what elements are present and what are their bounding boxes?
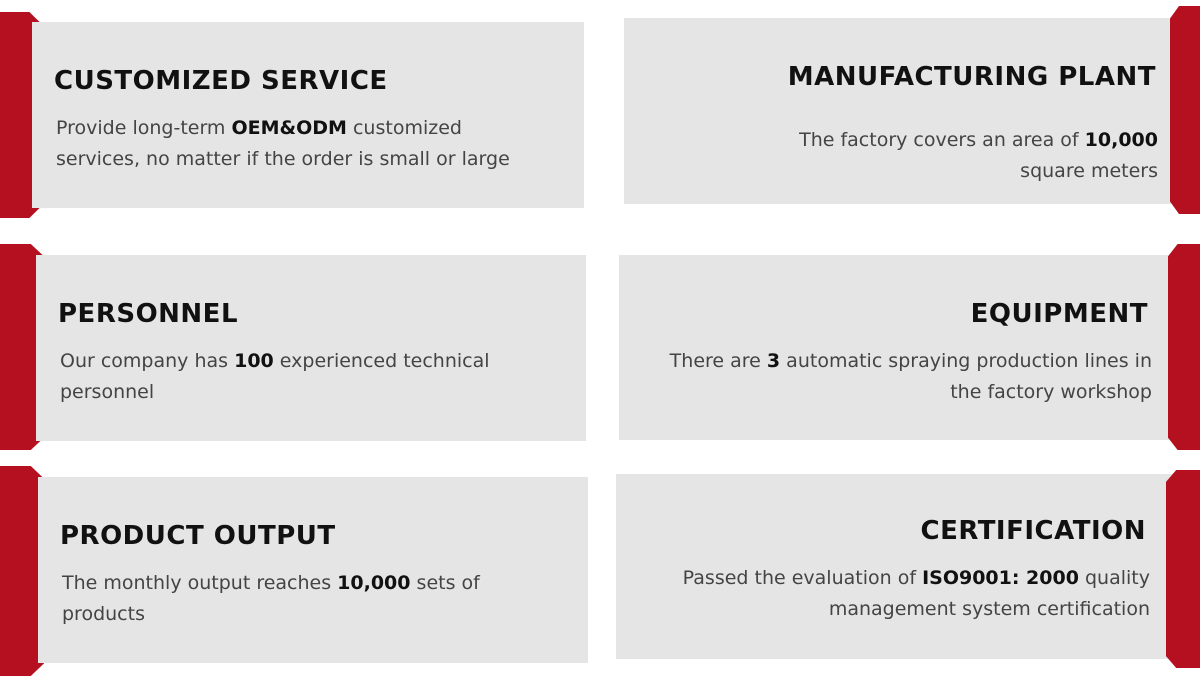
highlight-value: 10,000 [337, 572, 411, 594]
highlight-value: OEM&ODM [231, 117, 347, 139]
card-description: Our company has 100 experienced technical personnel [60, 350, 490, 403]
card-description: The factory covers an area of 10,000 square meters [799, 129, 1158, 182]
highlight-value: 10,000 [1084, 129, 1158, 151]
card-description: Passed the evaluation of ISO9001: 2000 quality management system certification [682, 567, 1150, 620]
card-description: There are 3 automatic spraying production lines in the factory workshop [669, 350, 1152, 403]
card-title: EQUIPMENT [970, 299, 1148, 329]
card-title: CUSTOMIZED SERVICE [54, 66, 388, 96]
card-title: PERSONNEL [58, 299, 239, 329]
feature-card-manufacturing-plant [624, 18, 1180, 204]
highlight-value: ISO9001: 2000 [922, 567, 1079, 589]
accent-bar [1168, 244, 1200, 450]
card-title: MANUFACTURING PLANT [787, 62, 1156, 92]
card-description: The monthly output reaches 10,000 sets of products [62, 572, 480, 625]
feature-card-certification [616, 474, 1174, 659]
highlight-value: 100 [234, 350, 274, 372]
card-title: CERTIFICATION [920, 516, 1146, 546]
highlight-value: 3 [766, 350, 781, 372]
feature-card-customized-service [32, 22, 584, 208]
accent-bar [1170, 6, 1200, 214]
card-title: PRODUCT OUTPUT [60, 521, 336, 551]
accent-bar [1166, 470, 1200, 668]
feature-card-equipment [619, 255, 1176, 440]
feature-card-product-output [38, 477, 588, 663]
feature-card-personnel [36, 255, 586, 441]
card-description: Provide long-term OEM&ODM customized services, no matter if the order is small or large [56, 117, 510, 170]
